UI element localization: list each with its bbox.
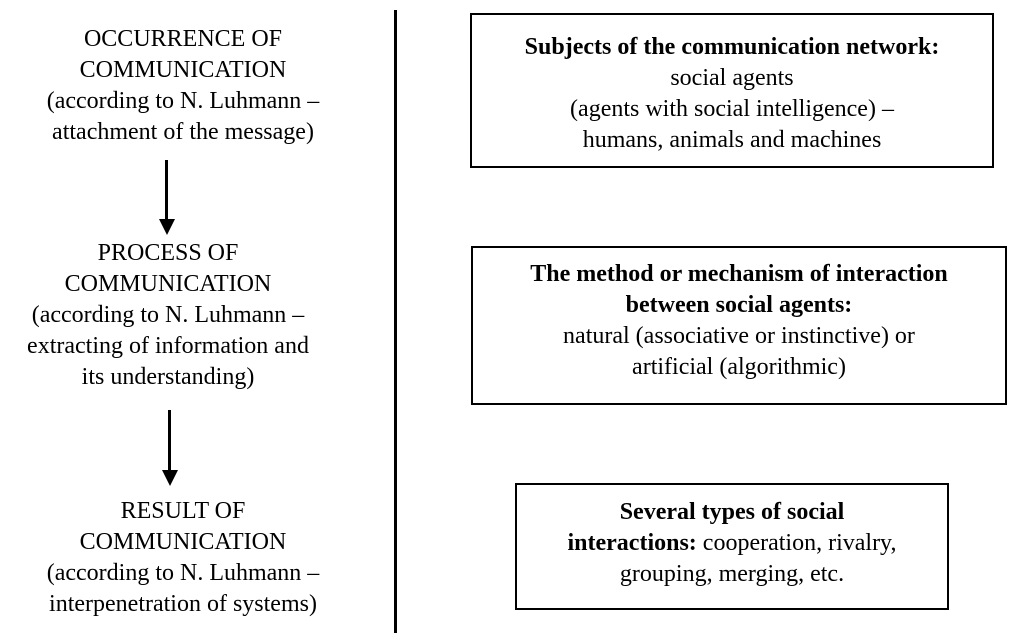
- subjects-box: [470, 13, 994, 168]
- down-arrow-icon: [162, 410, 178, 486]
- interaction-method-box: [471, 246, 1007, 405]
- stage-text-line: RESULT OF: [120, 498, 246, 524]
- types-heading-line: Several types of social: [619, 499, 845, 525]
- interaction-types-box: [515, 483, 949, 610]
- vertical-divider: [394, 10, 397, 633]
- arrow-shaft: [168, 410, 171, 470]
- stage-text-line: (according to N. Luhmann –: [46, 88, 320, 114]
- types-text-line: grouping, merging, etc.: [619, 561, 845, 587]
- stage-text-line: attachment of the message): [52, 119, 314, 145]
- types-heading-inline: interactions:: [567, 530, 697, 556]
- stage-text-line: COMMUNICATION: [79, 529, 287, 555]
- occurrence-of-communication-stage: [0, 24, 366, 148]
- stage-text-line: its understanding): [81, 364, 255, 390]
- method-text-line: artificial (algorithmic): [632, 354, 846, 380]
- subjects-text-line: social agents: [670, 65, 794, 91]
- result-of-communication-stage: [0, 496, 366, 620]
- stage-text-line: (according to N. Luhmann –: [31, 302, 305, 328]
- stage-text-line: extracting of information and: [27, 333, 309, 359]
- arrow-head: [162, 470, 178, 486]
- stage-text-line: (according to N. Luhmann –: [46, 560, 320, 586]
- stage-text-line: PROCESS OF: [97, 240, 239, 266]
- types-text-line: [517, 528, 947, 559]
- process-of-communication-stage: [0, 238, 336, 393]
- stage-text-line: COMMUNICATION: [79, 57, 287, 83]
- stage-text-line: OCCURRENCE OF: [83, 26, 283, 52]
- arrow-head: [159, 219, 175, 235]
- types-text-inline: cooperation, rivalry,: [696, 530, 897, 556]
- method-heading-line: between social agents:: [625, 292, 853, 318]
- stage-text-line: COMMUNICATION: [64, 271, 272, 297]
- method-heading-line: The method or mechanism of interaction: [530, 261, 948, 287]
- stage-text-line: interpenetration of systems): [49, 591, 317, 617]
- arrow-shaft: [165, 160, 168, 219]
- method-text-line: natural (associative or instinctive) or: [563, 323, 915, 349]
- down-arrow-icon: [159, 160, 175, 235]
- subjects-text-line: humans, animals and machines: [582, 127, 882, 153]
- subjects-heading: Subjects of the communication network:: [524, 34, 940, 60]
- subjects-text-line: (agents with social intelligence) –: [570, 96, 894, 122]
